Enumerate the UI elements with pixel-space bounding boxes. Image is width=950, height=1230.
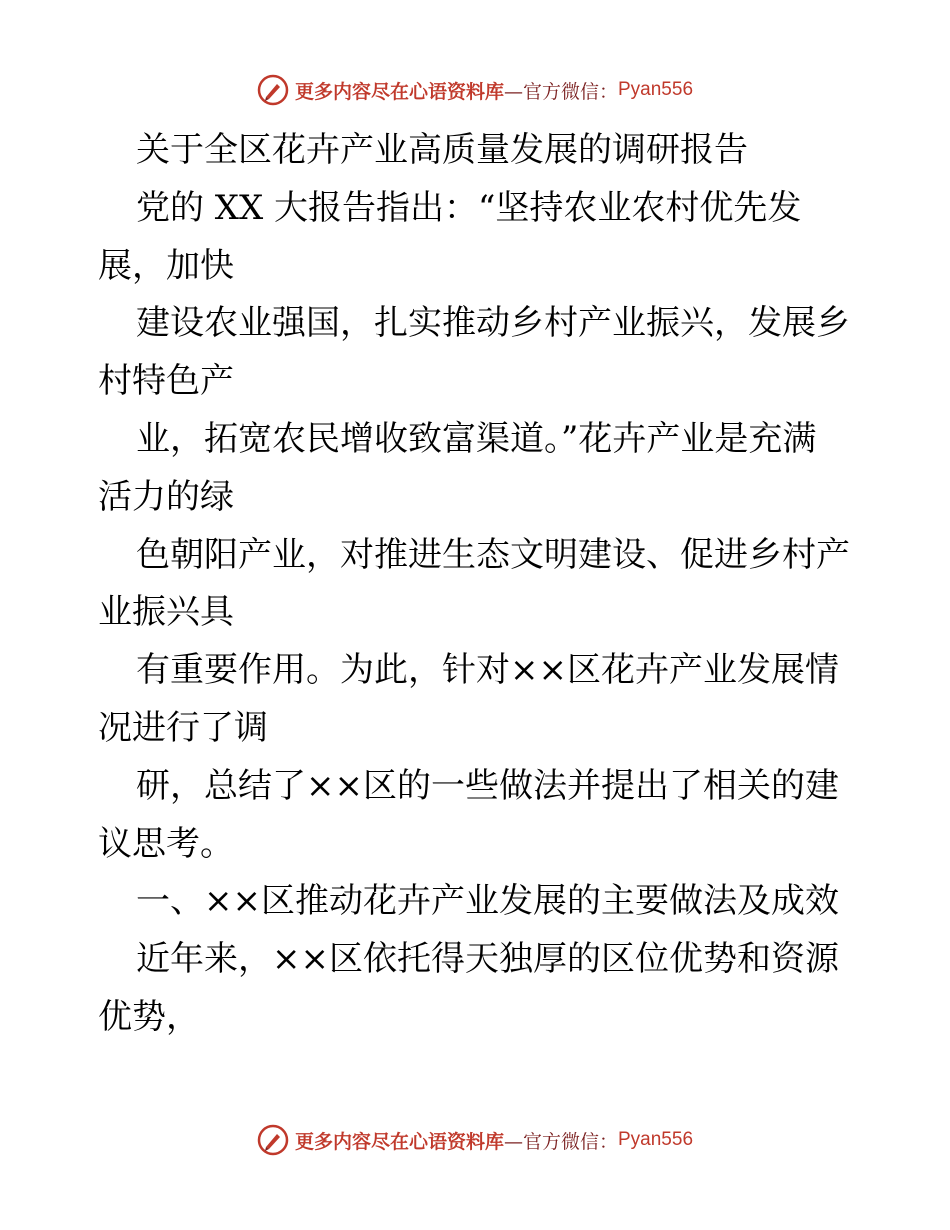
banner-dash-text: —官方微信： [503, 80, 618, 103]
text-line: 优势， [98, 996, 200, 1037]
text-line: 展，加快 [98, 245, 234, 286]
text-line: 色朝阳产业，对推进生态文明建设、促进乡村产 [136, 534, 850, 575]
text-line: 议思考。 [98, 823, 234, 864]
text-line: 研，总结了××区的一些做法并提出了相关的建 [136, 765, 839, 806]
text-line: 业振兴具 [98, 592, 234, 633]
footer-banner [0, 1120, 950, 1160]
header-banner [0, 70, 950, 110]
banner-account-text: Pyan556 [618, 1129, 694, 1150]
text-line: 有重要作用。为此，针对××区花卉产业发展情 [136, 650, 839, 691]
text-line: 业，拓宽农民增收致富渠道。”花卉产业是充满 [136, 418, 817, 459]
document-title: 关于全区花卉产业高质量发展的调研报告 [136, 130, 748, 170]
text-line: 况进行了调 [98, 707, 268, 748]
pen-logo-icon [257, 74, 289, 106]
text-line: 建设农业强国，扎实推动乡村产业振兴，发展乡 [136, 303, 850, 344]
text-line: 党的 XX 大报告指出：“坚持农业农村优先发 [136, 187, 802, 228]
text-line: 村特色产 [98, 361, 234, 402]
text-line: 近年来，××区依托得天独厚的区位优势和资源 [136, 939, 839, 980]
banner-dash-text: —官方微信： [503, 1130, 618, 1153]
section-heading: 一、××区推动花卉产业发展的主要做法及成效 [136, 881, 839, 922]
text-line: 活力的绿 [98, 476, 234, 517]
pen-logo-icon [257, 1124, 289, 1156]
banner-account-text: Pyan556 [618, 79, 694, 100]
document-body [98, 122, 858, 1047]
banner-main-text: 更多内容尽在心语资料库 [294, 80, 504, 103]
banner-main-text: 更多内容尽在心语资料库 [294, 1130, 504, 1153]
